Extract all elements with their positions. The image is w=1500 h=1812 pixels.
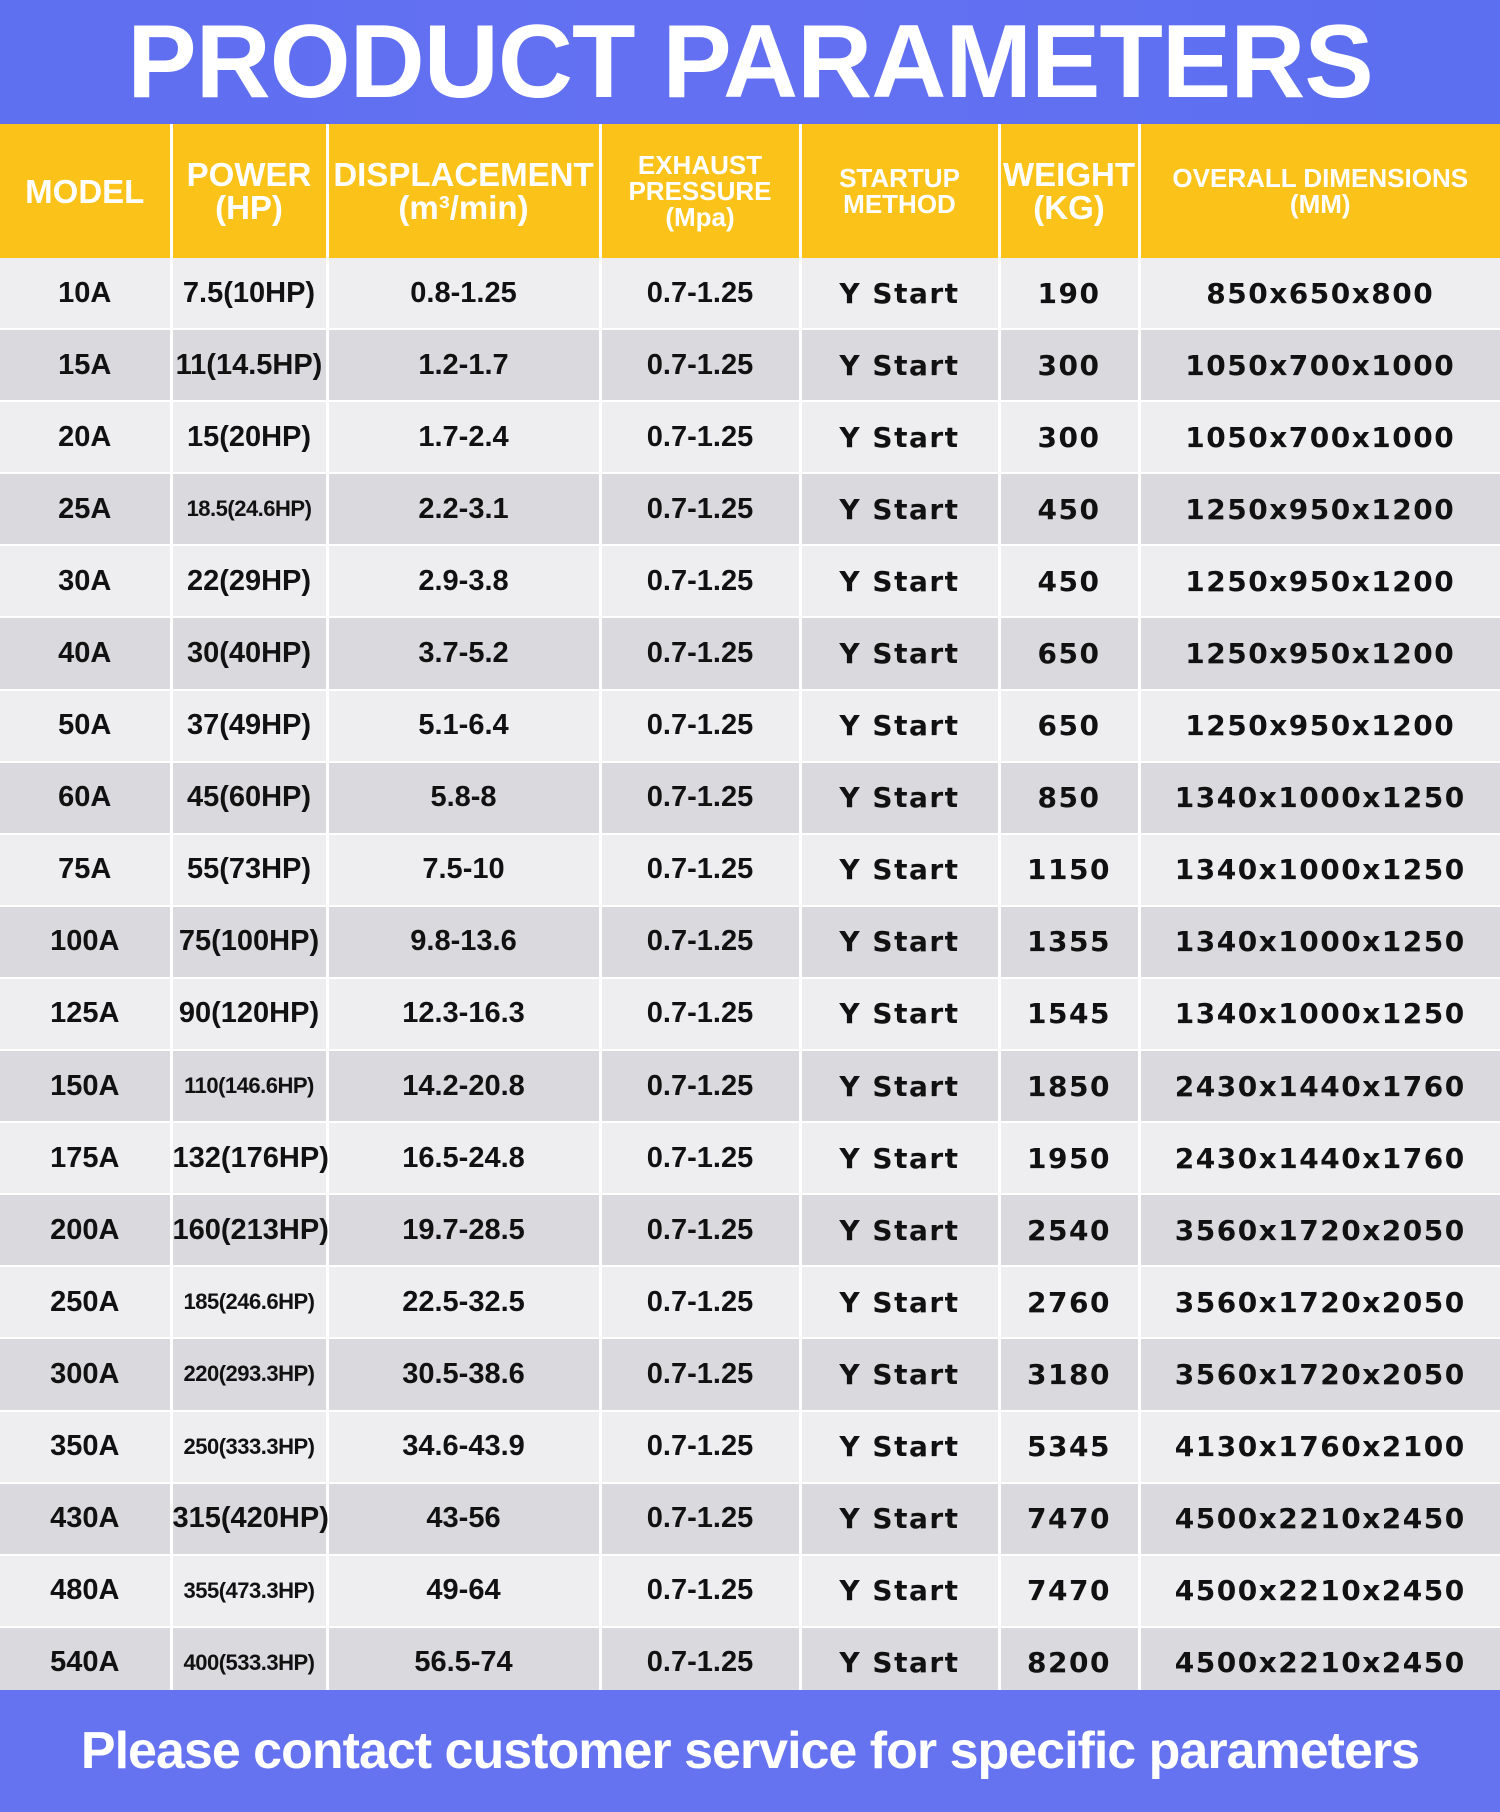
- cell-overall-dimensions: 2430x1440x1760: [1139, 1122, 1500, 1194]
- cell-overall-dimensions: 1340x1000x1250: [1139, 906, 1500, 978]
- header-startup-method: [800, 124, 999, 258]
- table-row: [0, 1338, 1500, 1410]
- cell-model: 20A: [0, 401, 171, 473]
- footer-note: Please contact customer service for specific parameters: [80, 1722, 1420, 1780]
- cell-overall-dimensions: 3560x1720x2050: [1139, 1266, 1500, 1338]
- cell-power: 30(40HP): [171, 617, 327, 689]
- cell-exhaust-pressure: 0.7-1.25: [600, 545, 800, 617]
- cell-overall-dimensions: 1250x950x1200: [1139, 617, 1500, 689]
- cell-model: 75A: [0, 834, 171, 906]
- table-row: [0, 545, 1500, 617]
- table-row: [0, 1266, 1500, 1338]
- cell-overall-dimensions: 4500x2210x2450: [1139, 1555, 1500, 1627]
- header-exhaust-pressure: [600, 124, 800, 258]
- cell-startup-method: Y Start: [800, 1483, 999, 1555]
- cell-displacement: 5.1-6.4: [327, 690, 600, 762]
- cell-power: 55(73HP): [171, 834, 327, 906]
- cell-displacement: 30.5-38.6: [327, 1338, 600, 1410]
- cell-startup-method: Y Start: [800, 978, 999, 1050]
- cell-model: 50A: [0, 690, 171, 762]
- table-row: [0, 1122, 1500, 1194]
- cell-exhaust-pressure: 0.7-1.25: [600, 1050, 800, 1122]
- cell-weight: 1545: [999, 978, 1139, 1050]
- cell-weight: 7470: [999, 1555, 1139, 1627]
- header-weight: [999, 124, 1139, 258]
- header-dimensions-unit: (MM): [1289, 189, 1351, 219]
- cell-model: 40A: [0, 617, 171, 689]
- cell-exhaust-pressure: 0.7-1.25: [600, 1627, 800, 1699]
- cell-exhaust-pressure: 0.7-1.25: [600, 690, 800, 762]
- cell-displacement: 19.7-28.5: [327, 1194, 600, 1266]
- header-dimensions-label: OVERALL DIMENSIONS: [1172, 163, 1469, 193]
- cell-model: 200A: [0, 1194, 171, 1266]
- cell-startup-method: Y Start: [800, 1194, 999, 1266]
- cell-power: 15(20HP): [171, 401, 327, 473]
- cell-overall-dimensions: 3560x1720x2050: [1139, 1338, 1500, 1410]
- cell-model: 250A: [0, 1266, 171, 1338]
- cell-power: 90(120HP): [171, 978, 327, 1050]
- cell-overall-dimensions: 1340x1000x1250: [1139, 834, 1500, 906]
- header-exhaust-label-1: EXHAUST: [637, 150, 763, 180]
- cell-power: 45(60HP): [171, 762, 327, 834]
- table-row: [0, 258, 1500, 329]
- header-displacement-label: DISPLACEMENT: [333, 156, 594, 193]
- cell-power: 400(533.3HP): [171, 1627, 327, 1699]
- cell-displacement: 1.7-2.4: [327, 401, 600, 473]
- cell-model: 300A: [0, 1338, 171, 1410]
- table-row: [0, 762, 1500, 834]
- cell-overall-dimensions: 1340x1000x1250: [1139, 762, 1500, 834]
- table-header: [0, 124, 1500, 258]
- cell-overall-dimensions: 4500x2210x2450: [1139, 1627, 1500, 1699]
- cell-exhaust-pressure: 0.7-1.25: [600, 1266, 800, 1338]
- header-power: [171, 124, 327, 258]
- header-exhaust-unit: (Mpa): [665, 202, 735, 232]
- cell-weight: 8200: [999, 1627, 1139, 1699]
- header-weight-label: WEIGHT: [1003, 156, 1135, 193]
- cell-exhaust-pressure: 0.7-1.25: [600, 834, 800, 906]
- cell-power: 355(473.3HP): [171, 1555, 327, 1627]
- cell-model: 60A: [0, 762, 171, 834]
- cell-startup-method: Y Start: [800, 1338, 999, 1410]
- cell-displacement: 5.8-8: [327, 762, 600, 834]
- cell-weight: 850: [999, 762, 1139, 834]
- table-body: [0, 258, 1500, 1699]
- cell-overall-dimensions: 1050x700x1000: [1139, 329, 1500, 401]
- cell-weight: 300: [999, 401, 1139, 473]
- cell-power: 250(333.3HP): [171, 1411, 327, 1483]
- cell-overall-dimensions: 1250x950x1200: [1139, 545, 1500, 617]
- cell-displacement: 16.5-24.8: [327, 1122, 600, 1194]
- cell-power: 315(420HP): [171, 1483, 327, 1555]
- cell-exhaust-pressure: 0.7-1.25: [600, 1555, 800, 1627]
- header-row: [0, 124, 1500, 258]
- cell-power: 160(213HP): [171, 1194, 327, 1266]
- cell-weight: 3180: [999, 1338, 1139, 1410]
- title-banner: [0, 0, 1500, 124]
- cell-power: 37(49HP): [171, 690, 327, 762]
- cell-startup-method: Y Start: [800, 1050, 999, 1122]
- cell-power: 75(100HP): [171, 906, 327, 978]
- cell-power: 22(29HP): [171, 545, 327, 617]
- cell-startup-method: Y Start: [800, 1266, 999, 1338]
- cell-displacement: 0.8-1.25: [327, 258, 600, 329]
- parameters-table-container: [0, 124, 1500, 1690]
- cell-model: 480A: [0, 1555, 171, 1627]
- cell-startup-method: Y Start: [800, 401, 999, 473]
- table-row: [0, 834, 1500, 906]
- cell-displacement: 22.5-32.5: [327, 1266, 600, 1338]
- cell-displacement: 3.7-5.2: [327, 617, 600, 689]
- header-power-label: POWER: [186, 156, 312, 193]
- table-row: [0, 617, 1500, 689]
- cell-overall-dimensions: 1340x1000x1250: [1139, 978, 1500, 1050]
- cell-startup-method: Y Start: [800, 1555, 999, 1627]
- cell-overall-dimensions: 2430x1440x1760: [1139, 1050, 1500, 1122]
- cell-exhaust-pressure: 0.7-1.25: [600, 329, 800, 401]
- header-startup-label-1: STARTUP: [839, 163, 960, 193]
- cell-displacement: 2.2-3.1: [327, 473, 600, 545]
- header-weight-unit: (KG): [1033, 189, 1105, 226]
- table-row: [0, 473, 1500, 545]
- cell-weight: 1150: [999, 834, 1139, 906]
- cell-exhaust-pressure: 0.7-1.25: [600, 401, 800, 473]
- cell-model: 540A: [0, 1627, 171, 1699]
- table-row: [0, 906, 1500, 978]
- table-row: [0, 1050, 1500, 1122]
- cell-overall-dimensions: 1050x700x1000: [1139, 401, 1500, 473]
- cell-overall-dimensions: 4500x2210x2450: [1139, 1483, 1500, 1555]
- cell-displacement: 43-56: [327, 1483, 600, 1555]
- cell-weight: 5345: [999, 1411, 1139, 1483]
- cell-overall-dimensions: 1250x950x1200: [1139, 473, 1500, 545]
- cell-startup-method: Y Start: [800, 1122, 999, 1194]
- cell-weight: 2540: [999, 1194, 1139, 1266]
- cell-startup-method: Y Start: [800, 834, 999, 906]
- cell-exhaust-pressure: 0.7-1.25: [600, 906, 800, 978]
- table-row: [0, 978, 1500, 1050]
- cell-model: 350A: [0, 1411, 171, 1483]
- cell-power: 18.5(24.6HP): [171, 473, 327, 545]
- cell-exhaust-pressure: 0.7-1.25: [600, 978, 800, 1050]
- cell-power: 220(293.3HP): [171, 1338, 327, 1410]
- table-row: [0, 690, 1500, 762]
- page-title: PRODUCT PARAMETERS: [127, 4, 1373, 120]
- cell-overall-dimensions: 850x650x800: [1139, 258, 1500, 329]
- cell-weight: 7470: [999, 1483, 1139, 1555]
- cell-exhaust-pressure: 0.7-1.25: [600, 1483, 800, 1555]
- cell-model: 430A: [0, 1483, 171, 1555]
- cell-weight: 2760: [999, 1266, 1139, 1338]
- cell-power: 7.5(10HP): [171, 258, 327, 329]
- cell-startup-method: Y Start: [800, 473, 999, 545]
- cell-model: 10A: [0, 258, 171, 329]
- header-displacement-unit: (m³/min): [398, 189, 529, 226]
- cell-power: 110(146.6HP): [171, 1050, 327, 1122]
- cell-startup-method: Y Start: [800, 545, 999, 617]
- parameters-table: [0, 124, 1500, 1700]
- cell-startup-method: Y Start: [800, 906, 999, 978]
- cell-exhaust-pressure: 0.7-1.25: [600, 1338, 800, 1410]
- cell-model: 175A: [0, 1122, 171, 1194]
- cell-power: 132(176HP): [171, 1122, 327, 1194]
- cell-power: 11(14.5HP): [171, 329, 327, 401]
- cell-model: 150A: [0, 1050, 171, 1122]
- cell-displacement: 34.6-43.9: [327, 1411, 600, 1483]
- table-row: [0, 1483, 1500, 1555]
- table-row: [0, 329, 1500, 401]
- cell-weight: 300: [999, 329, 1139, 401]
- cell-weight: 1355: [999, 906, 1139, 978]
- cell-exhaust-pressure: 0.7-1.25: [600, 762, 800, 834]
- table-row: [0, 1627, 1500, 1699]
- cell-exhaust-pressure: 0.7-1.25: [600, 473, 800, 545]
- header-startup-label-2: METHOD: [843, 189, 956, 219]
- header-model-label: MODEL: [25, 172, 145, 210]
- cell-displacement: 12.3-16.3: [327, 978, 600, 1050]
- cell-startup-method: Y Start: [800, 762, 999, 834]
- cell-model: 125A: [0, 978, 171, 1050]
- cell-weight: 1850: [999, 1050, 1139, 1122]
- cell-displacement: 9.8-13.6: [327, 906, 600, 978]
- table-row: [0, 1194, 1500, 1266]
- cell-weight: 650: [999, 690, 1139, 762]
- cell-exhaust-pressure: 0.7-1.25: [600, 617, 800, 689]
- table-row: [0, 1411, 1500, 1483]
- cell-power: 185(246.6HP): [171, 1266, 327, 1338]
- cell-model: 25A: [0, 473, 171, 545]
- header-model: [0, 124, 171, 258]
- cell-exhaust-pressure: 0.7-1.25: [600, 258, 800, 329]
- cell-startup-method: Y Start: [800, 258, 999, 329]
- cell-weight: 1950: [999, 1122, 1139, 1194]
- cell-exhaust-pressure: 0.7-1.25: [600, 1411, 800, 1483]
- cell-displacement: 2.9-3.8: [327, 545, 600, 617]
- cell-exhaust-pressure: 0.7-1.25: [600, 1122, 800, 1194]
- cell-weight: 650: [999, 617, 1139, 689]
- table-row: [0, 1555, 1500, 1627]
- cell-weight: 450: [999, 473, 1139, 545]
- cell-displacement: 7.5-10: [327, 834, 600, 906]
- cell-overall-dimensions: 3560x1720x2050: [1139, 1194, 1500, 1266]
- cell-displacement: 49-64: [327, 1555, 600, 1627]
- header-exhaust-label-2: PRESSURE: [628, 176, 772, 206]
- header-power-unit: (HP): [215, 189, 283, 226]
- cell-displacement: 1.2-1.7: [327, 329, 600, 401]
- cell-displacement: 56.5-74: [327, 1627, 600, 1699]
- cell-model: 100A: [0, 906, 171, 978]
- header-displacement: [327, 124, 600, 258]
- cell-startup-method: Y Start: [800, 617, 999, 689]
- cell-weight: 190: [999, 258, 1139, 329]
- cell-model: 15A: [0, 329, 171, 401]
- cell-startup-method: Y Start: [800, 690, 999, 762]
- cell-model: 30A: [0, 545, 171, 617]
- cell-weight: 450: [999, 545, 1139, 617]
- cell-exhaust-pressure: 0.7-1.25: [600, 1194, 800, 1266]
- cell-displacement: 14.2-20.8: [327, 1050, 600, 1122]
- table-row: [0, 401, 1500, 473]
- cell-startup-method: Y Start: [800, 1627, 999, 1699]
- footer-banner: [0, 1690, 1500, 1812]
- cell-startup-method: Y Start: [800, 1411, 999, 1483]
- cell-startup-method: Y Start: [800, 329, 999, 401]
- cell-overall-dimensions: 4130x1760x2100: [1139, 1411, 1500, 1483]
- header-overall-dimensions: [1139, 124, 1500, 258]
- cell-overall-dimensions: 1250x950x1200: [1139, 690, 1500, 762]
